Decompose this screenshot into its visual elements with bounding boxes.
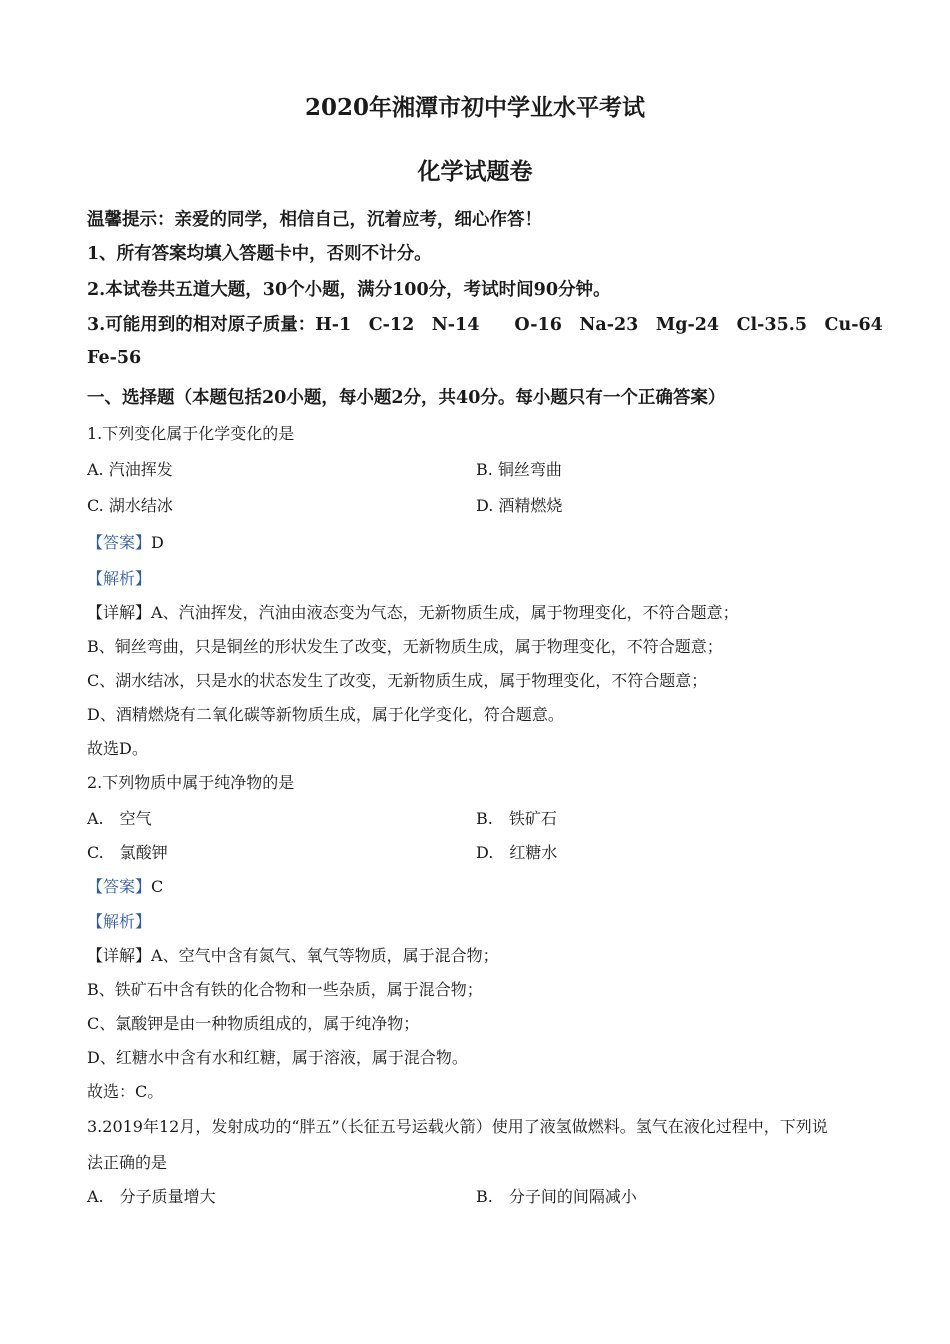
question-stem: 2.下列物质中属于纯净物的是	[87, 773, 295, 792]
answer-line	[87, 530, 164, 553]
detail-line	[87, 600, 739, 623]
option-b: B. 铜丝弯曲	[476, 460, 562, 479]
option-c: C. 氯酸钾	[87, 843, 168, 862]
notice-rule-3-cont: Fe-56	[87, 348, 142, 368]
option-b: B. 铁矿石	[476, 809, 557, 828]
notice-rule-2: 2.本试卷共五道大题，30个小题，满分100分，考试时间90分钟。	[87, 280, 611, 300]
detail-text: A、汽油挥发，汽油由液态变为气态，无新物质生成，属于物理变化，不符合题意；	[151, 603, 739, 622]
section-heading: 一、选择题（本题包括20小题，每小题2分，共40分。每小题只有一个正确答案）	[87, 388, 726, 408]
analysis-label: 【解析】	[87, 569, 152, 588]
option-c: C. 湖水结冰	[87, 496, 173, 515]
option-a: A. 汽油挥发	[87, 460, 173, 479]
exam-title: 2020年湘潭市初中学业水平考试	[304, 94, 645, 121]
exam-subtitle: 化学试题卷	[417, 158, 533, 185]
detail-line: C、湖水结冰，只是水的状态发生了改变，无新物质生成，属于物理变化，不符合题意；	[87, 671, 708, 690]
analysis-label: 【解析】	[87, 912, 152, 931]
detail-line: B、铁矿石中含有铁的化合物和一些杂质，属于混合物；	[87, 980, 483, 999]
answer-value: D	[151, 533, 164, 552]
question-stem: 3.2019年12月，发射成功的“胖五”（长征五号运载火箭）使用了液氢做燃料。氢气在液化过程中，下列说	[87, 1117, 828, 1136]
answer-line	[87, 874, 163, 897]
detail-line	[87, 943, 499, 966]
detail-line: C、氯酸钾是由一种物质组成的，属于纯净物；	[87, 1014, 420, 1033]
conclusion: 故选D。	[87, 739, 148, 758]
option-d: D. 红糖水	[476, 843, 558, 862]
detail-line: D、红糖水中含有水和红糖，属于溶液，属于混合物。	[87, 1048, 468, 1067]
detail-text: A、空气中含有氮气、氧气等物质，属于混合物；	[151, 946, 499, 965]
detail-label: 【详解】	[87, 946, 152, 965]
option-a: A. 空气	[87, 809, 152, 828]
question-stem: 1.下列变化属于化学变化的是	[87, 424, 295, 443]
option-a: A. 分子质量增大	[87, 1187, 216, 1206]
detail-label: 【详解】	[87, 603, 152, 622]
answer-label: 【答案】	[87, 877, 152, 896]
answer-label: 【答案】	[87, 533, 152, 552]
notice-tip: 温馨提示：亲爱的同学，相信自己，沉着应考，细心作答！	[87, 210, 542, 230]
option-b: B. 分子间的间隔减小	[476, 1187, 637, 1206]
question-stem-cont: 法正确的是	[87, 1153, 168, 1172]
detail-line: B、铜丝弯曲，只是铜丝的形状发生了改变，无新物质生成，属于物理变化，不符合题意；	[87, 637, 723, 656]
conclusion: 故选：C。	[87, 1082, 164, 1101]
answer-value: C	[151, 877, 164, 896]
notice-rule-3: 3.可能用到的相对原子质量：H-1 C-12 N-14 O-16 Na-23 Mg-24 Cl-35.5 Cu-64	[87, 315, 883, 335]
detail-line: D、酒精燃烧有二氧化碳等新物质生成，属于化学变化，符合题意。	[87, 705, 564, 724]
option-d: D. 酒精燃烧	[476, 496, 563, 515]
notice-rule-1: 1、所有答案均填入答题卡中，否则不计分。	[87, 244, 432, 264]
